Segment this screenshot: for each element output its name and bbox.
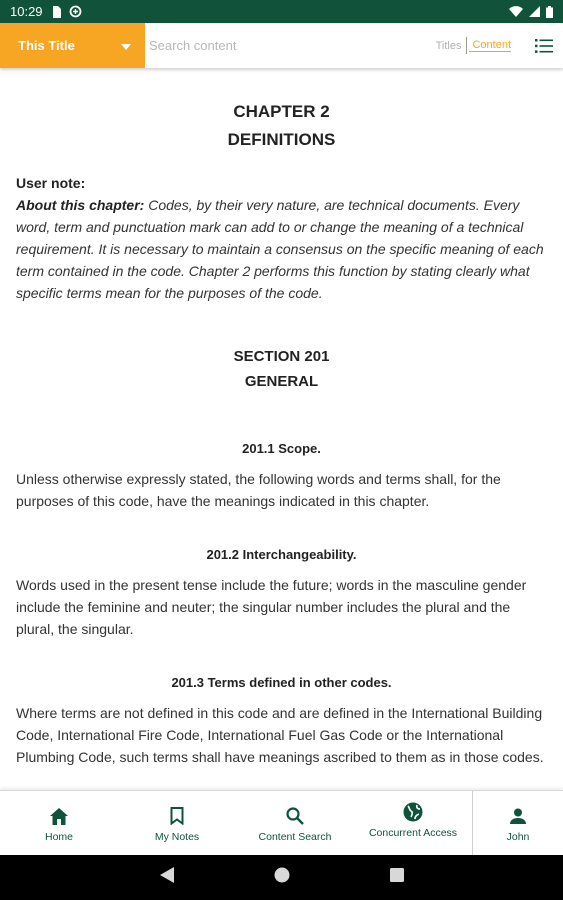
list-icon[interactable] [533, 37, 555, 55]
top-toolbar [0, 23, 563, 68]
chevron-down-icon [121, 38, 131, 53]
battery-icon [546, 6, 553, 18]
home-circle-icon[interactable] [274, 867, 290, 888]
bottom-navigation [0, 790, 563, 855]
nav-concurrent-access[interactable] [354, 791, 472, 855]
title-scope-label: This Title [18, 38, 75, 53]
globe-icon [403, 801, 423, 823]
tab-titles[interactable]: Titles [435, 39, 462, 52]
bookmark-icon [170, 805, 184, 827]
user-note-body: Codes, by their very nature, are technical documents. Every word, term and punctuation mark can add to or change the meaning of a technical requirement. It is necessary to maintain a consensus on the specific meaning of each term contained in the code. Chapter 2 performs this function by stating clearly what specific terms mean for the purposes of the code. [16, 197, 544, 301]
title-scope-dropdown[interactable] [0, 23, 145, 68]
subsection-text: Where terms are not defined in this code and are defined in the International Building Code, International Fire Code, International Fuel Gas Code or the International Plumbing Code, such terms shall have meanings ascribed to them as in those codes. [16, 705, 544, 765]
sim-card-icon [51, 6, 61, 18]
tab-content[interactable]: Content [469, 39, 511, 52]
data-saver-icon [69, 5, 82, 18]
nav-content-search[interactable] [236, 791, 354, 855]
section-title: GENERAL [244, 373, 319, 390]
section-number: SECTION 201 [233, 348, 330, 365]
nav-home-label: Home [44, 831, 73, 843]
nav-user-profile[interactable] [472, 791, 563, 855]
back-icon[interactable] [160, 867, 174, 888]
nav-my-notes-label: My Notes [154, 831, 200, 843]
person-icon [510, 805, 526, 827]
subsection-text: Unless otherwise expressly stated, the following words and terms shall, for the purposes of this code, have the meanings indicated in this chapter. [16, 471, 501, 509]
status-bar [0, 0, 563, 23]
user-note-label: User note: [16, 175, 86, 191]
chapter-number: CHAPTER 2 [233, 102, 330, 121]
segment-divider [466, 37, 467, 54]
user-note-lead: About this chapter: [16, 197, 145, 213]
subsection-heading: 201.2 Interchangeability. [206, 547, 357, 562]
chapter-title: DEFINITIONS [227, 130, 336, 149]
nav-concurrent-access-label: Concurrent Access [368, 827, 458, 839]
search-icon [286, 805, 304, 827]
subsection-heading: 201.3 Terms defined in other codes. [171, 675, 392, 690]
subsection-text: Words used in the present tense include the future; words in the masculine gender include the feminine and neuter; the singular number includes the plural and the plural, the singular. [16, 577, 527, 637]
search-mode-toggle [436, 37, 511, 54]
system-navigation-bar [0, 855, 563, 900]
signal-icon [529, 6, 540, 17]
subsection-heading: 201.1 Scope. [242, 441, 321, 456]
user-note-text [16, 194, 547, 304]
search-input[interactable] [145, 23, 436, 68]
document-content[interactable] [0, 68, 563, 790]
wifi-icon [509, 6, 523, 17]
nav-my-notes[interactable] [118, 791, 236, 855]
status-time: 10:29 [10, 4, 43, 19]
home-icon [50, 805, 68, 827]
nav-content-search-label: Content Search [258, 831, 332, 843]
nav-home[interactable] [0, 791, 118, 855]
recents-icon[interactable] [390, 868, 404, 887]
nav-user-label: John [506, 831, 530, 843]
